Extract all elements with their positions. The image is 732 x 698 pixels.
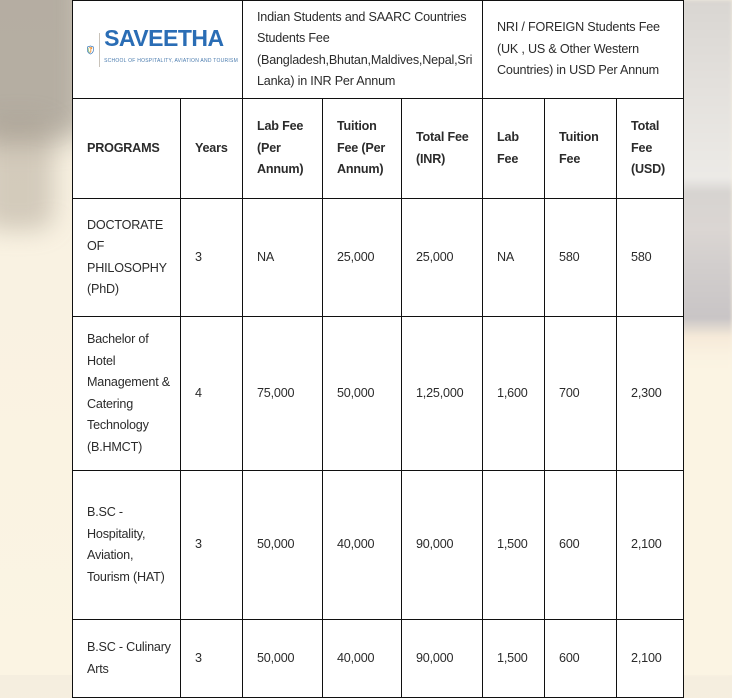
cell-usd-tuition-fee: 600 <box>545 620 617 698</box>
cell-usd-total-fee: 2,300 <box>617 317 684 471</box>
cell-inr-total-fee: 90,000 <box>402 471 483 620</box>
saveetha-shield-icon <box>87 31 94 69</box>
cell-inr-tuition-fee: 40,000 <box>323 471 402 620</box>
col-header-usd-tuition-fee: Tuition Fee <box>545 99 617 199</box>
cell-usd-total-fee: 2,100 <box>617 471 684 620</box>
background-photo-blur-right <box>682 0 732 675</box>
cell-inr-total-fee: 25,000 <box>402 199 483 317</box>
logo-tagline: SCHOOL OF HOSPITALITY, AVIATION AND TOURISM <box>104 51 238 73</box>
cell-years: 3 <box>181 471 243 620</box>
cell-usd-lab-fee: 1,500 <box>483 620 545 698</box>
cell-usd-lab-fee: 1,500 <box>483 471 545 620</box>
cell-usd-total-fee: 580 <box>617 199 684 317</box>
col-header-years: Years <box>181 99 243 199</box>
logo-cell <box>73 1 243 99</box>
cell-inr-total-fee: 90,000 <box>402 620 483 698</box>
cell-usd-tuition-fee: 600 <box>545 471 617 620</box>
col-header-usd-lab-fee: Lab Fee <box>483 99 545 199</box>
col-header-programs: PROGRAMS <box>73 99 181 199</box>
cell-program: B.SC - Culinary Arts <box>73 620 181 698</box>
col-header-usd-total-fee: Total Fee (USD) <box>617 99 684 199</box>
cell-usd-tuition-fee: 700 <box>545 317 617 471</box>
cell-usd-tuition-fee: 580 <box>545 199 617 317</box>
cell-program: Bachelor of Hotel Management & Catering Technology (B.HMCT) <box>73 317 181 471</box>
column-header-row <box>73 99 684 199</box>
cell-inr-lab-fee: 50,000 <box>243 620 323 698</box>
cell-inr-lab-fee: 50,000 <box>243 471 323 620</box>
fee-table <box>72 0 684 698</box>
table-row-phd <box>73 199 684 317</box>
cell-years: 3 <box>181 620 243 698</box>
cell-inr-tuition-fee: 25,000 <box>323 199 402 317</box>
cell-usd-lab-fee: NA <box>483 199 545 317</box>
cell-program: B.SC - Hospitality, Aviation, Tourism (HAT) <box>73 471 181 620</box>
cell-inr-lab-fee: NA <box>243 199 323 317</box>
cell-inr-tuition-fee: 40,000 <box>323 620 402 698</box>
col-header-inr-total-fee: Total Fee (INR) <box>402 99 483 199</box>
group-header-inr: Indian Students and SAARC Countries Students Fee (Bangladesh,Bhutan,Maldives,Nepal,Sri Lanka) in INR Per Annum <box>243 1 483 99</box>
table-row-bsc-hat <box>73 471 684 620</box>
cell-usd-lab-fee: 1,600 <box>483 317 545 471</box>
cell-inr-lab-fee: 75,000 <box>243 317 323 471</box>
saveetha-logo <box>87 26 238 73</box>
table-row-bsc-culinary <box>73 620 684 698</box>
background-photo-blur-left-lower <box>0 120 54 230</box>
table-row-bhmct <box>73 317 684 471</box>
cell-years: 4 <box>181 317 243 471</box>
cell-inr-tuition-fee: 50,000 <box>323 317 402 471</box>
group-header-usd: NRI / FOREIGN Students Fee (UK , US & Other Western Countries) in USD Per Annum <box>483 1 684 99</box>
cell-usd-total-fee: 2,100 <box>617 620 684 698</box>
cell-years: 3 <box>181 199 243 317</box>
logo-wordmark: SAVEETHA <box>104 26 238 50</box>
group-header-row <box>73 1 684 99</box>
col-header-inr-lab-fee: Lab Fee (Per Annum) <box>243 99 323 199</box>
cell-program: DOCTORATE OF PHILOSOPHY (PhD) <box>73 199 181 317</box>
cell-inr-total-fee: 1,25,000 <box>402 317 483 471</box>
fee-table-wrapper <box>72 0 684 698</box>
col-header-inr-tuition-fee: Tuition Fee (Per Annum) <box>323 99 402 199</box>
